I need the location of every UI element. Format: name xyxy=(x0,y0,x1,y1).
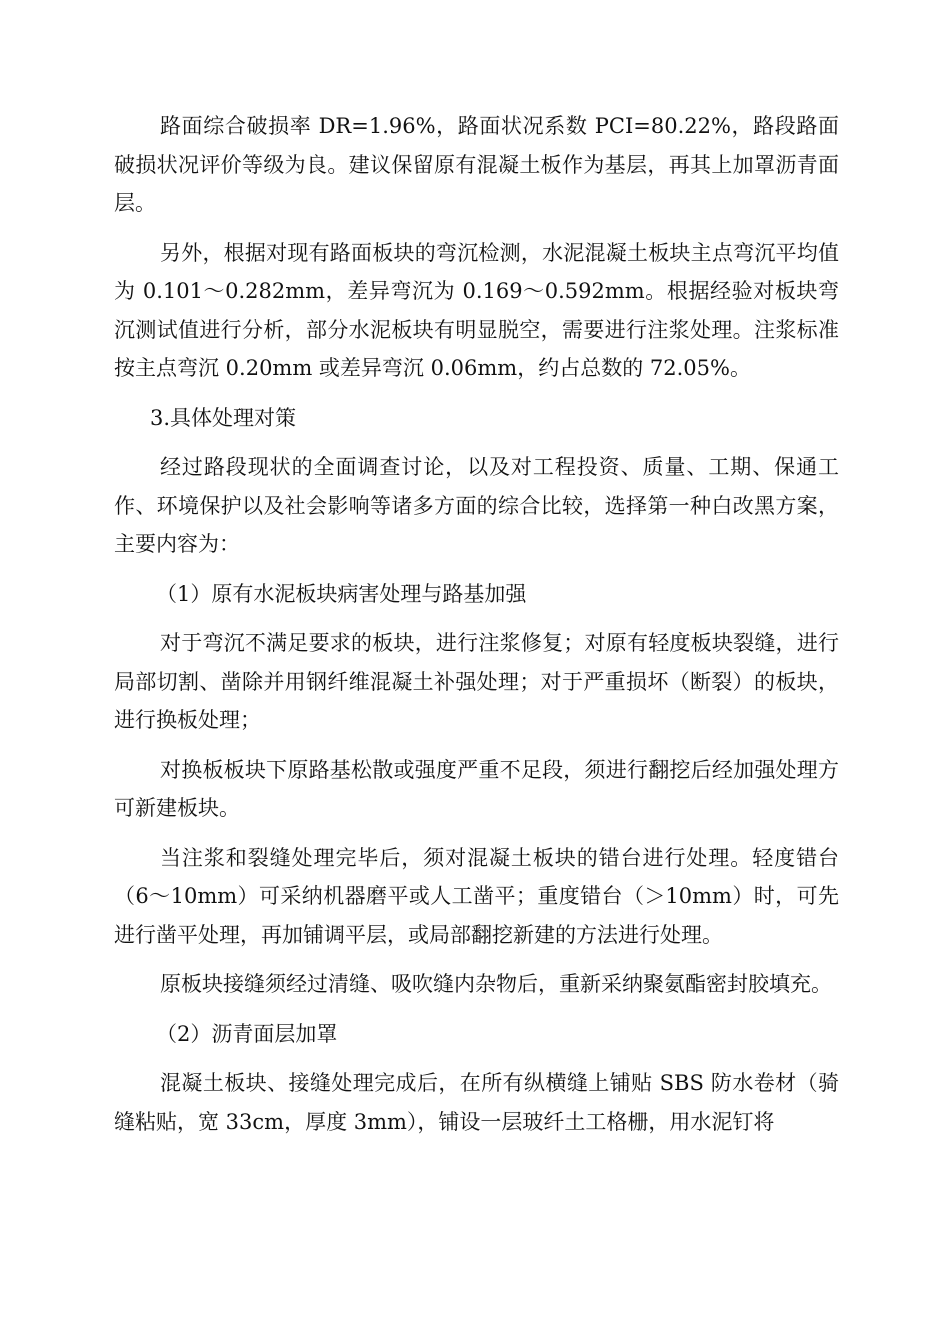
paragraph-grouting-repair: 对于弯沉不满足要求的板块，进行注浆修复；对原有轻度板块裂缝，进行局部切割、凿除并用钢纤维混凝土补强处理；对于严重损坏（断裂）的板块，进行换板处理； xyxy=(114,631,839,732)
document-body xyxy=(114,107,839,1152)
paragraph-faulting-treatment: 当注浆和裂缝处理完毕后，须对混凝土板块的错台进行处理。轻度错台（6～10mm）可采纳机器磨平或人工凿平；重度错台（＞10mm）时，可先进行凿平处理，再加铺调平层，或局部翻挖新建的方法进行处理。 xyxy=(114,845,839,947)
subheading-asphalt-overlay: （2）沥青面层加罩 xyxy=(156,1021,338,1046)
paragraph-damage-rate: 路面综合破损率 DR=1.96%，路面状况系数 PCI=80.22%，路段路面破损状况评价等级为良。建议保留原有混凝土板作为基层，再其上加罩沥青面层。 xyxy=(114,114,839,215)
paragraph-joint-sealing: 原板块接缝须经过清缝、吸吹缝内杂物后，重新采纳聚氨酯密封胶填充。 xyxy=(160,972,832,996)
subheading-slab-treatment: （1）原有水泥板块病害处理与路基加强 xyxy=(156,581,527,606)
paragraph-deflection-test: 另外，根据对现有路面板块的弯沉检测，水泥混凝土板块主点弯沉平均值为 0.101～0.282mm，差异弯沉为 0.169～0.592mm。根据经验对板块弯沉测试值进行分析，部分水泥板块有明显脱空，需要进行注浆处理。注浆标准按主点弯沉 0.20mm 或差异弯沉 0.06mm，约占总数的 72.05%。 xyxy=(114,240,839,380)
paragraph-subgrade-strengthening: 对换板板块下原路基松散或强度严重不足段，须进行翻挖后经加强处理方可新建板块。 xyxy=(114,757,839,820)
paragraph-overlay-procedure: 混凝土板块、接缝处理完成后，在所有纵横缝上铺贴 SBS 防水卷材（骑缝粘贴，宽 33cm，厚度 3mm），铺设一层玻纤土工格栅，用水泥钉将 xyxy=(114,1071,839,1134)
paragraph-scheme-selection: 经过路段现状的全面调查讨论，以及对工程投资、质量、工期、保通工作、环境保护以及社会影响等诸多方面的综合比较，选择第一种白改黑方案，主要内容为： xyxy=(114,455,839,556)
section-heading-countermeasures: 3.具体处理对策 xyxy=(150,405,297,430)
